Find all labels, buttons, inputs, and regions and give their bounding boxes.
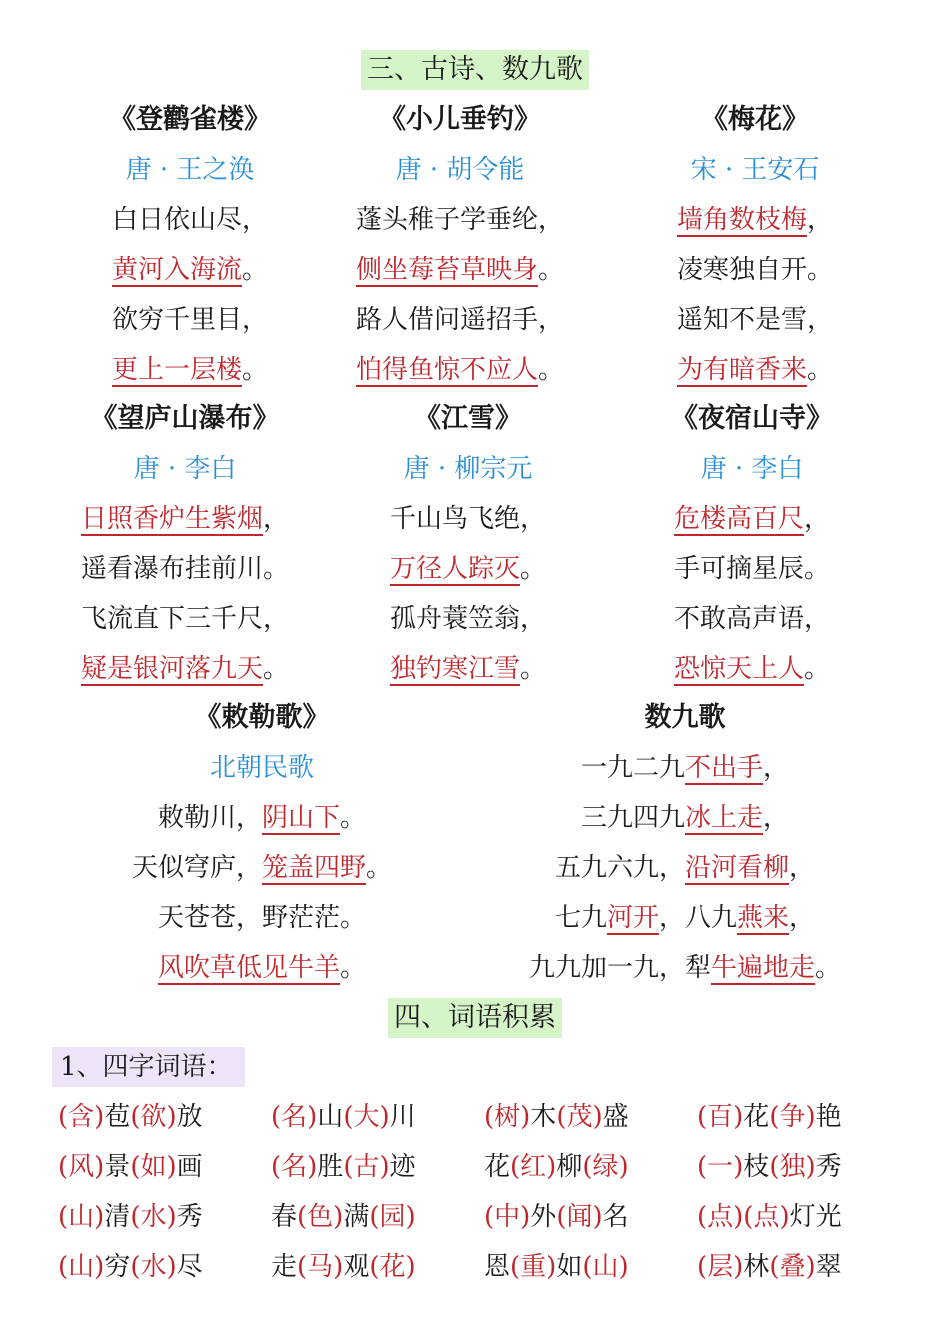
idiom-char: 画 <box>176 1152 203 1182</box>
highlighted-text: 危楼高百尺 <box>673 504 804 534</box>
poem-block <box>535 95 950 395</box>
section-3-title: 三、古诗、数九歌 <box>0 50 950 90</box>
poem-author: 唐 · 王之涣 <box>125 155 255 185</box>
poem-text: ， <box>789 853 816 883</box>
idiom-answer: (层) <box>697 1252 744 1282</box>
idiom-char: 外 <box>530 1202 557 1232</box>
poem-title: 《小儿垂钓》 <box>379 104 541 135</box>
idiom <box>697 1092 910 1142</box>
poem-title: 《梅花》 <box>701 104 809 135</box>
idiom-char: 林 <box>743 1252 770 1282</box>
poem-text: ， <box>263 504 290 534</box>
poem-block <box>42 693 482 993</box>
idiom-answer: (点) <box>743 1202 790 1232</box>
idiom <box>697 1192 910 1242</box>
idiom-answer: (争) <box>769 1102 816 1132</box>
idiom <box>271 1192 484 1242</box>
poem-text: ， <box>804 504 831 534</box>
poem-line <box>535 195 950 245</box>
poem-line <box>535 295 950 345</box>
idiom-char: 清 <box>104 1202 131 1232</box>
four-char-words-subtitle: 1、四字词语： <box>52 1047 245 1087</box>
poem-line <box>465 893 905 943</box>
idiom-grid <box>58 1092 918 1292</box>
idiom <box>271 1092 484 1142</box>
poem-text: 天苍苍，野茫茫。 <box>157 903 366 933</box>
idiom <box>484 1142 697 1192</box>
idiom-row <box>58 1142 918 1192</box>
idiom-answer: (欲) <box>130 1102 177 1132</box>
poem-line <box>465 943 905 993</box>
poem-title: 数九歌 <box>644 702 726 733</box>
highlighted-text: 独钓寒江雪 <box>389 654 520 684</box>
highlighted-text: 河开 <box>606 903 659 933</box>
idiom-answer: (水) <box>130 1202 177 1232</box>
poem-text: 凌寒独自开。 <box>676 255 833 285</box>
idiom-answer: (山) <box>582 1252 629 1282</box>
poem-title: 《江雪》 <box>414 403 522 434</box>
idiom-char: 花 <box>743 1102 770 1132</box>
idiom-char: 迹 <box>389 1152 416 1182</box>
poem-text: ， <box>763 803 790 833</box>
idiom-answer: (一) <box>697 1152 744 1182</box>
poem-text: 天似穹庐， <box>131 853 262 883</box>
poem-text: 三九四九 <box>580 803 685 833</box>
idiom-char: 翠 <box>815 1252 842 1282</box>
highlighted-text: 墙角数枝梅 <box>676 205 807 235</box>
poem-title: 《夜宿山寺》 <box>671 403 833 434</box>
highlighted-text: 风吹草低见牛羊 <box>157 953 340 983</box>
poem-text: ， <box>763 753 790 783</box>
idiom-answer: (花) <box>369 1252 416 1282</box>
poem-line <box>532 544 950 594</box>
idiom-answer: (点) <box>697 1202 744 1232</box>
idiom-answer: (树) <box>484 1102 531 1132</box>
idiom-answer: (大) <box>343 1102 390 1132</box>
poem-line <box>42 793 482 843</box>
poem-text: 。 <box>242 355 269 385</box>
idiom-char: 木 <box>530 1102 557 1132</box>
idiom-answer: (水) <box>130 1252 177 1282</box>
idiom-answer: (叠) <box>769 1252 816 1282</box>
idiom-row <box>58 1192 918 1242</box>
idiom <box>484 1242 697 1292</box>
highlighted-text: 恐惊天上人 <box>673 654 804 684</box>
idiom <box>484 1192 697 1242</box>
highlighted-text: 冰上走 <box>684 803 763 833</box>
poem-text: 。 <box>520 554 547 584</box>
highlighted-text: 阴山下 <box>261 803 340 833</box>
highlighted-text: 日照香炉生紫烟 <box>80 504 263 534</box>
idiom-answer: (百) <box>697 1102 744 1132</box>
poem-author: 唐 · 柳宗元 <box>403 454 533 484</box>
poem-text: 千山鸟飞绝， <box>389 504 546 534</box>
idiom-row <box>58 1242 918 1292</box>
idiom-char: 川 <box>389 1102 416 1132</box>
poem-author: 唐 · 胡令能 <box>395 155 525 185</box>
poem-author: 唐 · 李白 <box>133 454 237 484</box>
poem-text: 。 <box>804 654 831 684</box>
section-4-title: 四、词语积累 <box>0 998 950 1038</box>
poem-text: 飞流直下三千尺， <box>80 604 289 634</box>
idiom-answer: (如) <box>130 1152 177 1182</box>
poem-title: 《敕勒歌》 <box>194 702 330 733</box>
poem-block <box>465 693 905 993</box>
poem-text: 敕勒川， <box>157 803 262 833</box>
highlighted-text: 为有暗香来 <box>676 355 807 385</box>
poem-text: 九九加一九， <box>528 953 685 983</box>
idiom-answer: (山) <box>58 1252 105 1282</box>
idiom-answer: (含) <box>58 1102 105 1132</box>
idiom <box>271 1242 484 1292</box>
idiom-char: 秀 <box>815 1152 842 1182</box>
idiom-answer: (名) <box>271 1152 318 1182</box>
poem-line <box>535 345 950 395</box>
poem-text: 。 <box>538 255 565 285</box>
idiom-char: 走 <box>271 1252 298 1282</box>
idiom <box>58 1192 271 1242</box>
idiom <box>697 1242 910 1292</box>
poem-line <box>42 893 482 943</box>
idiom-char: 满 <box>343 1202 370 1232</box>
poem-line <box>42 843 482 893</box>
poem-author: 唐 · 李白 <box>700 454 804 484</box>
poem-text: 。 <box>340 803 367 833</box>
idiom-answer: (风) <box>58 1152 105 1182</box>
idiom-char: 胜 <box>317 1152 344 1182</box>
idiom-char: 山 <box>317 1102 344 1132</box>
idiom-char: 如 <box>556 1252 583 1282</box>
poem-text: 路人借问遥招手， <box>355 305 564 335</box>
idiom-char: 穷 <box>104 1252 131 1282</box>
poem-line <box>465 793 905 843</box>
highlighted-text: 更上一层楼 <box>111 355 242 385</box>
poem-text: ，八九 <box>658 903 737 933</box>
highlighted-text: 牛遍地走 <box>711 953 816 983</box>
poem-text: 五九六九， <box>554 853 685 883</box>
highlighted-text: 侧坐莓苔草映身 <box>355 255 538 285</box>
idiom-answer: (重) <box>510 1252 557 1282</box>
poem-title: 《登鹳雀楼》 <box>109 104 271 135</box>
highlighted-text: 笼盖四野 <box>261 853 366 883</box>
idiom-answer: (闻) <box>556 1202 603 1232</box>
poem-text: 白日依山尽， <box>111 205 268 235</box>
highlighted-text: 燕来 <box>737 903 790 933</box>
idiom-answer: (中) <box>484 1202 531 1232</box>
poem-title: 《望庐山瀑布》 <box>90 403 280 434</box>
poem-text: 遥看瀑布挂前川。 <box>80 554 289 584</box>
poem-text: 犁 <box>684 953 711 983</box>
poem-text: ， <box>789 903 816 933</box>
poem-text: 。 <box>340 953 367 983</box>
highlighted-text: 不出手 <box>684 753 763 783</box>
poem-text: 不敢高声语， <box>673 604 830 634</box>
idiom-answer: (古) <box>343 1152 390 1182</box>
idiom-char: 恩 <box>484 1252 511 1282</box>
poem-text: ， <box>807 205 834 235</box>
highlighted-text: 沿河看柳 <box>684 853 789 883</box>
idiom-answer: (园) <box>369 1202 416 1232</box>
poem-text: 手可摘星辰。 <box>673 554 830 584</box>
idiom <box>697 1142 910 1192</box>
poem-line <box>532 494 950 544</box>
idiom-char: 花 <box>484 1152 511 1182</box>
idiom-answer: (独) <box>769 1152 816 1182</box>
idiom-char: 观 <box>343 1252 370 1282</box>
idiom-answer: (茂) <box>556 1102 603 1132</box>
idiom-answer: (山) <box>58 1202 105 1232</box>
idiom-answer: (名) <box>271 1102 318 1132</box>
poem-text: 七九 <box>554 903 607 933</box>
idiom-char: 秀 <box>176 1202 203 1232</box>
idiom-char: 名 <box>602 1202 629 1232</box>
idiom-char: 景 <box>104 1152 131 1182</box>
idiom-answer: (色) <box>297 1202 344 1232</box>
idiom-answer: (马) <box>297 1252 344 1282</box>
idiom <box>58 1242 271 1292</box>
idiom-row <box>58 1092 918 1142</box>
idiom <box>271 1142 484 1192</box>
idiom-char: 盛 <box>602 1102 629 1132</box>
poem-text: 一九二九 <box>580 753 685 783</box>
highlighted-text: 疑是银河落九天 <box>80 654 263 684</box>
poem-line <box>42 943 482 993</box>
poem-block <box>532 394 950 694</box>
poem-line <box>532 594 950 644</box>
idiom-answer: (红) <box>510 1152 557 1182</box>
idiom-char: 苞 <box>104 1102 131 1132</box>
poem-text: 。 <box>263 654 290 684</box>
poem-text: 。 <box>242 255 269 285</box>
poem-line <box>465 743 905 793</box>
idiom-char: 灯光 <box>789 1202 842 1232</box>
poem-text: 蓬头稚子学垂纶， <box>355 205 564 235</box>
poem-text: 遥知不是雪， <box>676 305 833 335</box>
poem-text: 。 <box>520 654 547 684</box>
highlighted-text: 万径人踪灭 <box>389 554 520 584</box>
poem-line <box>465 843 905 893</box>
idiom <box>58 1142 271 1192</box>
poem-text: 。 <box>807 355 834 385</box>
idiom <box>58 1092 271 1142</box>
highlighted-text: 怕得鱼惊不应人 <box>355 355 538 385</box>
poem-text: 。 <box>538 355 565 385</box>
idiom-char: 尽 <box>176 1252 203 1282</box>
poem-author: 北朝民歌 <box>209 753 314 783</box>
poem-text: 孤舟蓑笠翁， <box>389 604 546 634</box>
poem-line <box>532 644 950 694</box>
highlighted-text: 黄河入海流 <box>111 255 242 285</box>
idiom-char: 艳 <box>815 1102 842 1132</box>
poem-line <box>535 245 950 295</box>
idiom-char: 枝 <box>743 1152 770 1182</box>
poem-author: 宋 · 王安石 <box>690 155 820 185</box>
idiom-char: 柳 <box>556 1152 583 1182</box>
poem-text: 。 <box>815 953 842 983</box>
poem-text: 。 <box>366 853 393 883</box>
idiom <box>484 1092 697 1142</box>
idiom-char: 春 <box>271 1202 298 1232</box>
idiom-answer: (绿) <box>582 1152 629 1182</box>
idiom-char: 放 <box>176 1102 203 1132</box>
poem-text: 欲穷千里目， <box>111 305 268 335</box>
